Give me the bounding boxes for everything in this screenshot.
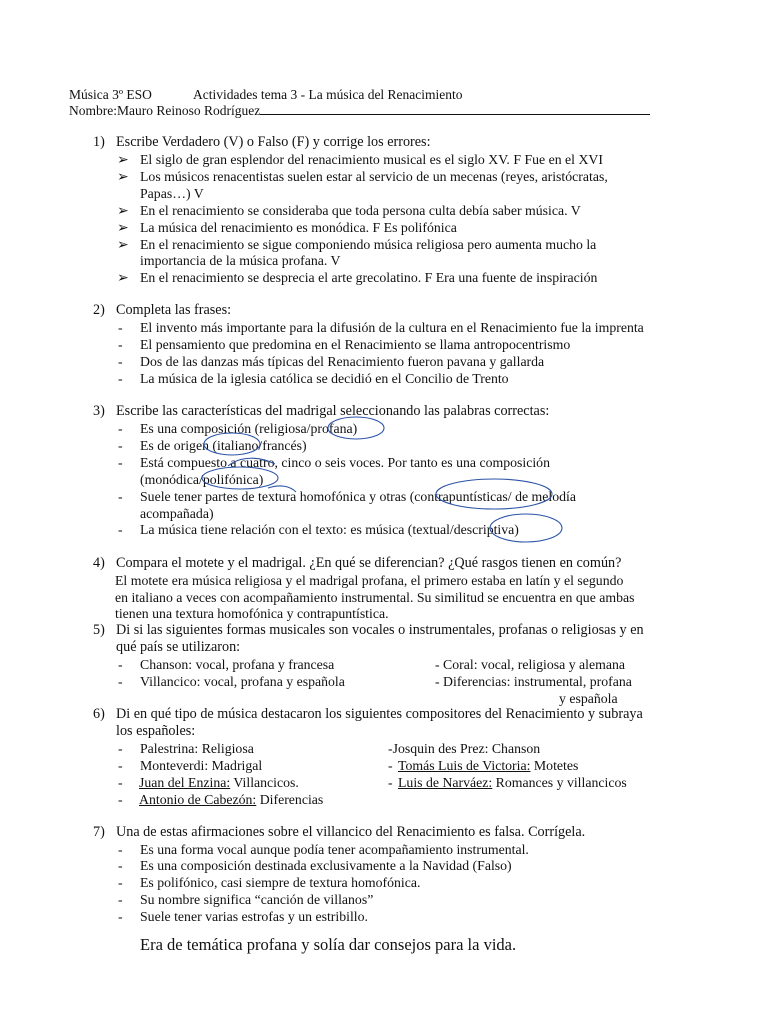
q3-item-cont: (monódica/polifónica): [140, 472, 264, 487]
q5-number: 5): [93, 622, 105, 638]
q7-item: Es una composición destinada exclusivamente a la Navidad (Falso): [140, 858, 512, 873]
q1-item-cont: importancia de la música profana. V: [140, 253, 341, 268]
arrow-bullet-icon: ➢: [117, 220, 129, 235]
q2-item: La música de la iglesia católica se decidió en el Concilio de Trento: [140, 371, 509, 386]
dash-bullet: -: [388, 758, 393, 773]
arrow-bullet-icon: ➢: [117, 169, 129, 184]
q3-item: Está compuesto a cuatro, cinco o seis voces. Por tanto es una composición: [140, 455, 550, 470]
dash-bullet: -: [118, 775, 123, 790]
q2-title: Completa las frases:: [116, 302, 232, 318]
dash-bullet: -: [118, 438, 123, 453]
composer-row: [140, 740, 254, 757]
q1-item-cont: Papas…) V: [140, 186, 204, 201]
q4-answer-line: El motete era música religiosa y el madrigal profana, el primero estaba en latín y el segundo: [115, 573, 624, 588]
q7-title: Una de estas afirmaciones sobre el villancico del Renacimiento es falsa. Corrígela.: [116, 824, 586, 840]
q3-title: Escribe las características del madrigal seleccionando las palabras correctas:: [116, 403, 550, 419]
q1-item: La música del renacimiento es monódica. F Es polifónica: [140, 220, 457, 235]
q7-item: Suele tener varias estrofas y un estribillo.: [140, 909, 368, 924]
dash-bullet: -: [118, 875, 123, 890]
composer-genre: Chanson: [488, 741, 541, 756]
arrow-bullet-icon: ➢: [117, 203, 129, 218]
q3-item: Suele tener partes de textura homofónica y otras (contrapuntísticas/ de melodía: [140, 489, 576, 504]
q7-number: 7): [93, 824, 105, 840]
composer-row: [139, 791, 323, 808]
composer-name-underlined: Juan del Enzina:: [139, 775, 231, 790]
q2-item: El pensamiento que predomina en el Renacimiento se llama antropocentrismo: [140, 337, 571, 352]
composer-row: [388, 740, 540, 757]
q1-item: En el renacimiento se consideraba que toda persona culta debía saber música. V: [140, 203, 581, 218]
dash-bullet: -: [118, 758, 123, 773]
dash-bullet: -: [118, 320, 123, 335]
q3-number: 3): [93, 403, 105, 419]
composer-row: [139, 774, 299, 791]
q5-left-item: Chanson: vocal, profana y francesa: [140, 657, 335, 672]
q1-item: En el renacimiento se desprecia el arte grecolatino. F Era una fuente de inspiración: [140, 270, 598, 285]
dash-bullet: -: [118, 741, 123, 756]
composer-genre: Romances y villancicos: [492, 775, 627, 790]
dash-bullet: -: [118, 858, 123, 873]
q2-item: El invento más importante para la difusión de la cultura en el Renacimiento fue la imprenta: [140, 320, 644, 335]
composer-row: [140, 757, 262, 774]
q3-item: La música tiene relación con el texto: es música (textual/descriptiva): [140, 522, 519, 537]
subject-label: Música 3º ESO: [69, 87, 152, 102]
q5-right-item-cont: y española: [559, 691, 618, 706]
q3-item-cont: acompañada): [140, 506, 214, 521]
composer-row: [398, 774, 627, 791]
q5-left-item: Villancico: vocal, profana y española: [140, 674, 345, 689]
q1-item: Los músicos renacentistas suelen estar al servicio de un mecenas (reyes, aristócratas,: [140, 169, 608, 184]
q6-number: 6): [93, 706, 105, 722]
q6-title-cont: los españoles:: [116, 723, 196, 739]
q7-item: Su nombre significa “canción de villanos”: [140, 892, 374, 907]
arrow-bullet-icon: ➢: [117, 237, 129, 252]
activity-title: Actividades tema 3 - La música del Renacimiento: [193, 87, 463, 102]
dash-bullet: -: [118, 792, 123, 807]
dash-bullet: -: [118, 657, 123, 672]
composer-genre: Motetes: [530, 758, 579, 773]
dash-bullet: -: [118, 674, 123, 689]
q3-item: Es de origen (italiano/francés): [140, 438, 307, 453]
arrow-bullet-icon: ➢: [117, 152, 129, 167]
q4-title: Compara el motete y el madrigal. ¿En qué se diferencian? ¿Qué rasgos tienen en común?: [116, 555, 622, 571]
dash-bullet: -: [118, 892, 123, 907]
dash-bullet: -: [118, 421, 123, 436]
composer-genre: Madrigal: [208, 758, 263, 773]
q5-right-item: - Coral: vocal, religiosa y alemana: [435, 657, 626, 672]
composer-genre: Villancicos.: [230, 775, 299, 790]
student-name: Nombre:Mauro Reinoso Rodríguez: [69, 103, 261, 118]
q1-title: Escribe Verdadero (V) o Falso (F) y corrige los errores:: [116, 134, 431, 150]
q5-title: Di si las siguientes formas musicales son vocales o instrumentales, profanas o religiosas y en: [116, 622, 644, 638]
q6-title: Di en qué tipo de música destacaron los siguientes compositores del Renacimiento y subraya: [116, 706, 643, 722]
q3-item: Es una composición (religiosa/profana): [140, 421, 358, 436]
composer-name-underlined: Tomás Luis de Victoria:: [398, 758, 531, 773]
composer-name: -Josquin des Prez:: [388, 741, 489, 756]
q1-item: El siglo de gran esplendor del renacimiento musical es el siglo XV. F Fue en el XVI: [140, 152, 603, 167]
q4-answer-line: tienen una textura homofónica y contrapuntística.: [115, 606, 389, 621]
q1-number: 1): [93, 134, 105, 150]
q5-title-cont: qué país se utilizaron:: [116, 639, 241, 655]
dash-bullet: -: [118, 337, 123, 352]
q4-answer-line: en italiano a veces con acompañamiento instrumental. Su similitud se encuentra en que ambas: [115, 590, 635, 605]
composer-name-underlined: Antonio de Cabezón:: [139, 792, 257, 807]
dash-bullet: -: [118, 522, 123, 537]
q2-item: Dos de las danzas más típicas del Renacimiento fueron pavana y gallarda: [140, 354, 545, 369]
q5-right-item: - Diferencias: instrumental, profana: [435, 674, 632, 689]
student-name-line: [69, 101, 650, 119]
composer-row: [398, 757, 578, 774]
dash-bullet: -: [388, 775, 393, 790]
dash-bullet: -: [118, 371, 123, 386]
q7-item: Es una forma vocal aunque podía tener acompañamiento instrumental.: [140, 842, 529, 857]
q7-item: Es polifónico, casi siempre de textura homofónica.: [140, 875, 421, 890]
composer-genre: Diferencias: [256, 792, 324, 807]
q2-number: 2): [93, 302, 105, 318]
composer-name: Palestrina:: [140, 741, 199, 756]
arrow-bullet-icon: ➢: [117, 270, 129, 285]
q1-item: En el renacimiento se sigue componiendo música religiosa pero aumenta mucho la: [140, 237, 597, 252]
name-blank-line: [260, 101, 650, 115]
composer-genre: Religiosa: [198, 741, 254, 756]
q4-number: 4): [93, 555, 105, 571]
dash-bullet: -: [118, 354, 123, 369]
composer-name-underlined: Luis de Narváez:: [398, 775, 493, 790]
composer-name: Monteverdi:: [140, 758, 209, 773]
dash-bullet: -: [118, 489, 123, 504]
dash-bullet: -: [118, 455, 123, 470]
dash-bullet: -: [118, 842, 123, 857]
dash-bullet: -: [118, 909, 123, 924]
q7-correction: Era de temática profana y solía dar consejos para la vida.: [140, 935, 517, 954]
